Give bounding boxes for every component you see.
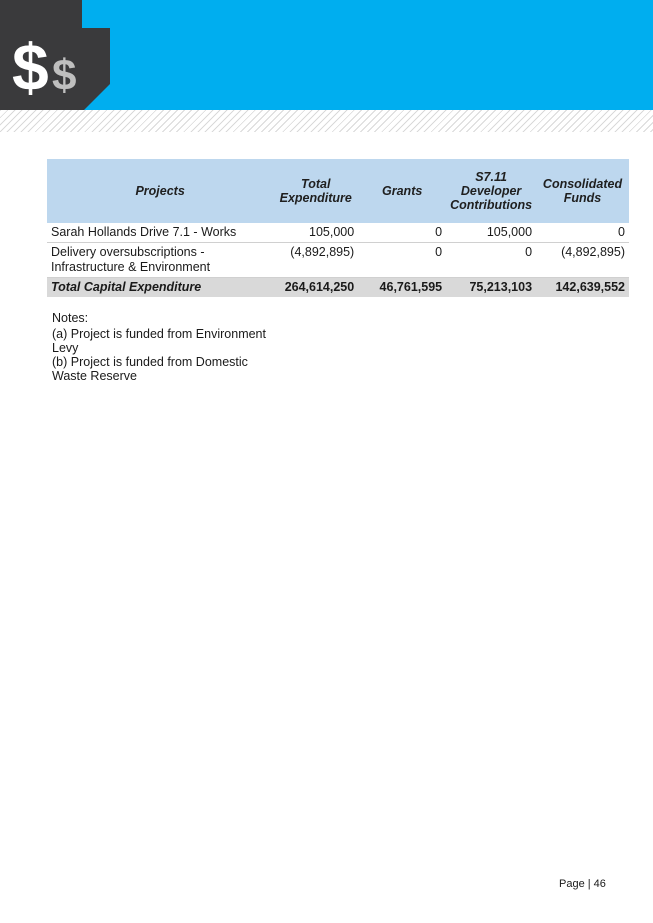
total-expenditure-sum: 264,614,250 [273,278,358,298]
note-item: (a) Project is funded from Environment Levy [52,327,266,355]
note-item: (b) Project is funded from Domestic Waste Reserve [52,355,248,383]
svg-text:$: $ [52,51,77,100]
s711-value: 105,000 [446,223,536,243]
total-expenditure-value: (4,892,895) [273,243,358,278]
table-row [47,223,629,243]
header-hatch-divider [0,110,653,132]
total-label: Total Capital Expenditure [47,278,273,298]
grants-sum: 46,761,595 [358,278,446,298]
grants-value: 0 [358,223,446,243]
col-header-consolidated-funds: Consolidated Funds [536,159,629,223]
s711-sum: 75,213,103 [446,278,536,298]
page-number: Page | 46 [559,878,606,890]
table-row [47,243,629,278]
notes-title: Notes: [52,311,89,325]
project-name: Delivery oversubscriptions - Infrastructure & Environment [47,243,273,278]
s711-value: 0 [446,243,536,278]
col-header-projects: Projects [47,159,273,223]
consolidated-value: (4,892,895) [536,243,629,278]
consolidated-sum: 142,639,552 [536,278,629,298]
consolidated-value: 0 [536,223,629,243]
svg-text:$: $ [12,30,49,104]
col-header-s711-contributions: S7.11 Developer Contributions [446,159,536,223]
capital-expenditure-table [47,159,629,297]
dollar-sign-icon [0,0,110,110]
total-expenditure-value: 105,000 [273,223,358,243]
col-header-grants: Grants [358,159,446,223]
total-row [47,278,629,298]
grants-value: 0 [358,243,446,278]
notes-section [52,311,282,383]
project-name: Sarah Hollands Drive 7.1 - Works [47,223,273,243]
table-header-row [47,159,629,223]
col-header-total-expenditure: Total Expenditure [273,159,358,223]
